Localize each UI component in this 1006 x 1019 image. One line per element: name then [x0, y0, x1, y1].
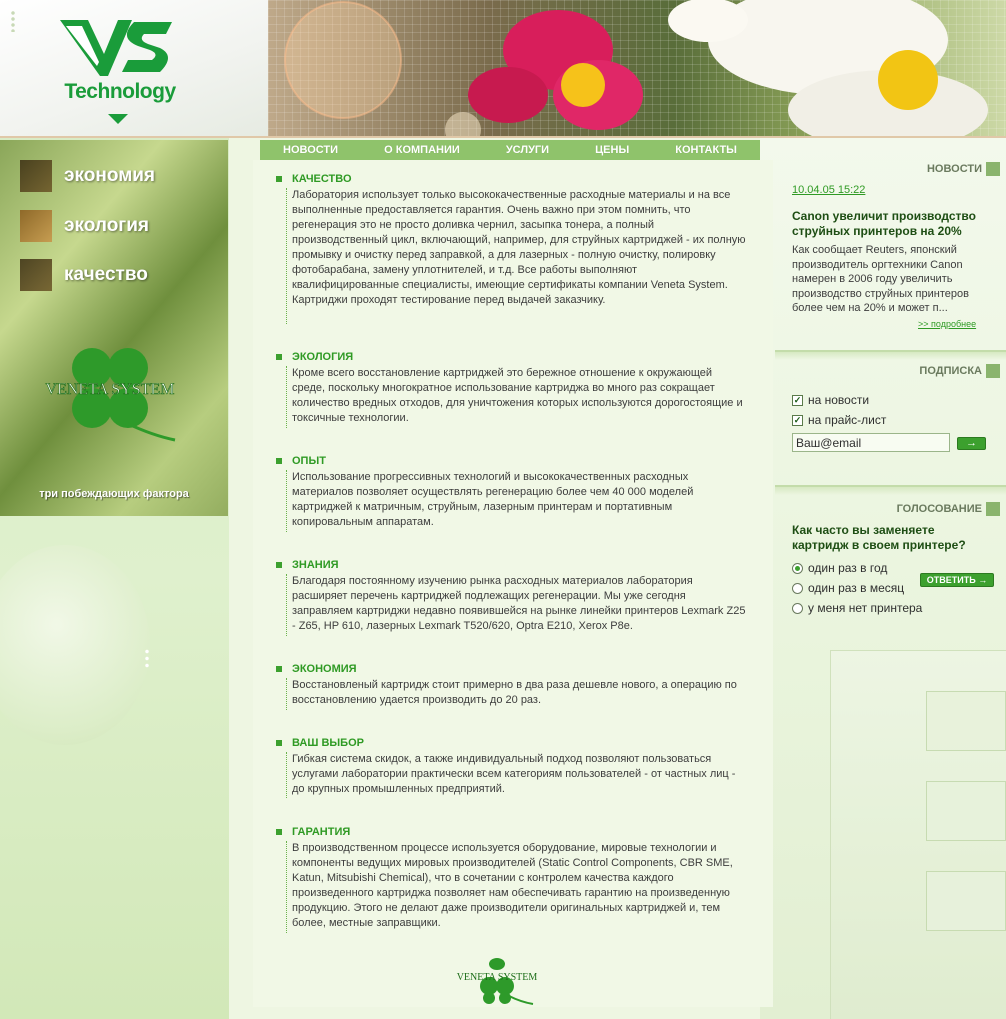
- printer-illustration-right: [830, 650, 1006, 1019]
- flowers-image: [268, 0, 1006, 138]
- news-date[interactable]: 10.04.05 15:22: [792, 184, 866, 196]
- radio-selected-icon[interactable]: [792, 563, 803, 574]
- section-title: ГАРАНТИЯ: [292, 826, 351, 838]
- veneta-system-logo-footer[interactable]: [455, 952, 539, 1006]
- nav-services[interactable]: УСЛУГИ: [505, 144, 550, 156]
- vote-heading: ГОЛОСОВАНИЕ: [896, 503, 982, 515]
- news-more-link[interactable]: >> подробнее: [918, 319, 977, 329]
- vote-square-icon: [986, 502, 1000, 516]
- vote-option-no-printer[interactable]: [792, 601, 922, 615]
- section-title: ЭКОНОМИЯ: [292, 663, 357, 675]
- section-body: Кроме всего восстановление картриджей это бережное отношение к окружающей среде, поскольку многократное использование картриджа во много раз сокращает количество вредных отходов, для уничтожения которых используются дорогостоящие и токсичные технологии.: [292, 367, 743, 424]
- factor-label: экология: [64, 215, 149, 236]
- vote-question: Как часто вы заменяете картридж в своем принтере?: [792, 523, 966, 552]
- section-body: Использование прогрессивных технологий и высококачественных расходных материалов позволяет осуществлять регенерацию более чем 40 000 моделей картриджей к матричным, струйным, лазерным принтерам и портативным копировальным аппаратам.: [292, 471, 694, 528]
- section-body: Благодаря постоянному изучению рынка расходных материалов лаборатория расширяет перечень картриджей подлежащих регенерации. Мы уже сегодня заправляем картриджи недавно появившейся на рынке линейки принтеров Lexmark Z25 - Z65, HP 610, лазерных Lexmark T520/620, Optra E210, Xerox P8e.: [292, 575, 746, 632]
- subscribe-pricelist-checkbox[interactable]: [792, 413, 886, 427]
- bullet-square-icon: [276, 666, 282, 672]
- section-body: Лаборатория использует только высококачественные расходные материалы и на все выполненные предоставляется гарантия. Очень важно при этом помнить, что регенерация это не просто доливка чернил, засыпка тонера, а полный производственный цикл, включающий, например, для струйных картриджей - их полную промывку и очистку перед заправкой, а для лазерных - полную очистку, полировку фотобарабана, замену уплотнителей, и т.д. Все работы выполняют квалифицированные специалисты, имеющие сертификаты компании Veneta System. Картриджи проходят тестирование перед выдачей заказчику.: [292, 189, 746, 306]
- veneta-logo-text: VENETA SYSTEM: [45, 381, 175, 398]
- section-title: ЭКОЛОГИЯ: [292, 351, 354, 363]
- news-body: Как сообщает Reuters, японский производитель оргтехники Canon намерен в 2006 году увеличить производство струйных принтеров более чем на 20% и может п...: [792, 244, 969, 314]
- radio-label: у меня нет принтера: [808, 601, 923, 615]
- factor-square: [20, 210, 52, 242]
- section-divider: [286, 188, 287, 324]
- printer-panel: [926, 871, 1006, 931]
- section-title: ОПЫТ: [292, 455, 326, 467]
- checkbox-label: на прайс-лист: [808, 413, 887, 427]
- section-title: ЗНАНИЯ: [292, 559, 339, 571]
- logo-technology-text: Technology: [64, 80, 176, 103]
- bullet-square-icon: [276, 458, 282, 464]
- section-body: Гибкая система скидок, а также индивидуальный подход позволяют пользоваться услугами лаборатории практически всем категориям пользователей - от частных лиц - до крупных промышленных предприятий.: [292, 753, 736, 795]
- radio-empty-icon[interactable]: [792, 583, 803, 594]
- left-leaves-image: [0, 140, 228, 516]
- section-title: КАЧЕСТВО: [292, 173, 352, 185]
- vote-option-once-a-year[interactable]: [792, 561, 887, 575]
- decorative-dots: [145, 648, 149, 668]
- right-divider: [775, 350, 1006, 360]
- subscribe-submit-button[interactable]: [957, 437, 986, 450]
- checkbox-checked-icon[interactable]: ✓: [793, 414, 802, 425]
- factor-ecology: [20, 210, 149, 242]
- section-divider: [286, 678, 287, 710]
- news-square-icon: [986, 162, 1000, 176]
- factor-quality: [20, 259, 148, 291]
- bullet-square-icon: [276, 176, 282, 182]
- vote-button-label: ОТВЕТИТЬ: [926, 575, 976, 585]
- nav-contacts[interactable]: КОНТАКТЫ: [675, 144, 737, 156]
- factor-label: экономия: [64, 165, 156, 186]
- radio-label: один раз в год: [808, 561, 888, 575]
- arrow-right-icon: →: [978, 575, 988, 585]
- news-title[interactable]: Canon увеличит производство струйных принтеров на 20%: [792, 209, 976, 238]
- three-factors-caption: три побеждающих фактора: [39, 488, 189, 500]
- factor-label: качество: [64, 264, 148, 285]
- vote-submit-button[interactable]: [920, 573, 994, 587]
- printer-panel: [926, 691, 1006, 751]
- nav-news[interactable]: НОВОСТИ: [283, 144, 339, 156]
- section-divider: [286, 470, 287, 532]
- subscribe-news-checkbox[interactable]: [792, 393, 869, 407]
- header-banner: [268, 0, 1006, 138]
- radio-empty-icon[interactable]: [792, 603, 803, 614]
- vote-option-once-a-month[interactable]: [792, 581, 904, 595]
- bullet-square-icon: [276, 829, 282, 835]
- checkbox-label: на новости: [808, 393, 870, 407]
- nav-about[interactable]: О КОМПАНИИ: [384, 144, 460, 156]
- checkbox-checked-icon[interactable]: ✓: [793, 394, 802, 405]
- veneta-logo-text: VENETA SYSTEM: [456, 972, 538, 983]
- bullet-square-icon: [276, 562, 282, 568]
- section-body: В производственном процессе используется оборудование, мировые технологии и компоненты ведущих мировых производителей (Static Control Components, CBR SME, Katun, Mitsubishi Chemical), что в сочетании с контролем качества каждого произведенного картриджа позволяет нам обеспечивать гарантию на произведенную продукцию. Этого не делают даже производители оригинальных картриджей и, тем более, местные заправщики.: [292, 842, 733, 929]
- section-divider: [286, 574, 287, 636]
- section-body: Восстановленый картридж стоит примерно в два раза дешевле нового, а операцию по восстановлению удается производить до 20 раз.: [292, 679, 737, 706]
- factor-square: [20, 259, 52, 291]
- header-logo-area: [0, 0, 268, 138]
- section-divider: [286, 366, 287, 428]
- vs-technology-logo[interactable]: [52, 16, 184, 126]
- bullet-square-icon: [276, 740, 282, 746]
- decorative-dots: [10, 10, 16, 32]
- veneta-system-logo: [30, 340, 190, 450]
- email-field[interactable]: [792, 433, 950, 452]
- factor-economy: [20, 160, 155, 192]
- factor-square: [20, 160, 52, 192]
- main-nav: [260, 140, 760, 160]
- section-divider: [286, 752, 287, 798]
- bullet-square-icon: [276, 354, 282, 360]
- section-divider: [286, 841, 287, 933]
- subscribe-heading: ПОДПИСКА: [919, 365, 982, 377]
- news-heading: НОВОСТИ: [926, 163, 982, 175]
- arrow-right-icon: →: [966, 437, 977, 449]
- nav-prices[interactable]: ЦЕНЫ: [595, 144, 630, 156]
- section-title: ВАШ ВЫБОР: [292, 737, 364, 749]
- printer-panel: [926, 781, 1006, 841]
- right-divider: [775, 485, 1006, 495]
- subscribe-square-icon: [986, 364, 1000, 378]
- radio-label: один раз в месяц: [808, 581, 905, 595]
